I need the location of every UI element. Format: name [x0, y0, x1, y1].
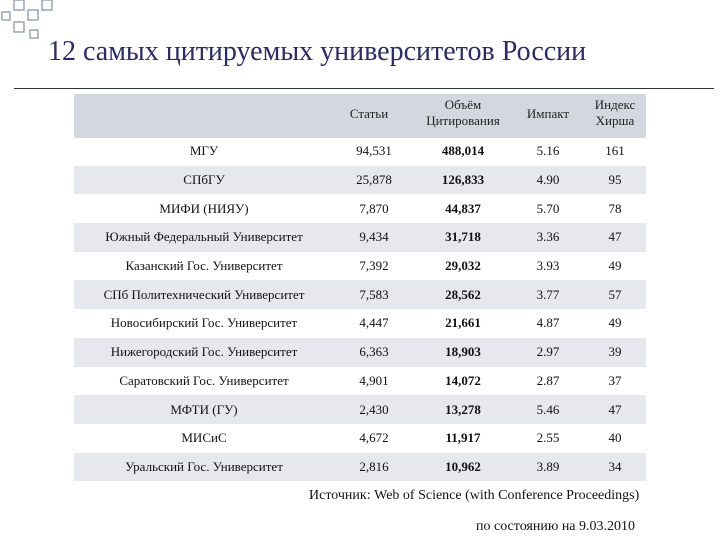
articles-cell: 7,583 — [334, 280, 414, 309]
table-row — [74, 223, 646, 252]
hirsch-index-cell: 47 — [584, 395, 646, 424]
hirsch-index-cell: 47 — [584, 223, 646, 252]
hirsch-index-cell: 49 — [608, 258, 622, 274]
university-name-cell: СПб Политехнический Университет — [74, 280, 334, 309]
citations-cell: 126,833 — [414, 166, 512, 195]
articles-cell: 9,434 — [334, 223, 414, 252]
articles-cell: 94,531 — [356, 143, 392, 159]
university-name-cell: Казанский Гос. Университет — [125, 258, 283, 274]
citations-cell: 18,903 — [414, 338, 512, 367]
hirsch-index-cell: 95 — [584, 166, 646, 195]
table-row — [74, 395, 646, 424]
hirsch-index-cell: 37 — [608, 372, 622, 388]
table-row — [74, 424, 646, 453]
impact-cell: 3.93 — [536, 258, 560, 274]
table-row — [74, 166, 646, 195]
citations-cell: 488,014 — [441, 143, 485, 159]
citations-cell: 10,962 — [414, 453, 512, 482]
university-name-cell: Саратовский Гос. Университет — [119, 372, 289, 388]
university-name-cell: МИСиС — [181, 430, 227, 446]
citations-cell: 11,917 — [445, 430, 481, 446]
articles-cell: 2,430 — [334, 395, 414, 424]
column-header-articles: Статьи — [349, 106, 389, 121]
impact-cell: 4.87 — [536, 315, 560, 331]
source-note: Источник: Web of Science (with Conference Proceedings) — [309, 488, 640, 503]
articles-cell: 25,878 — [334, 166, 414, 195]
table-row — [74, 367, 646, 396]
university-name-cell: Новосибирский Гос. Университет — [110, 315, 298, 331]
impact-cell: 5.46 — [512, 395, 584, 424]
university-name-cell: Уральский Гос. Университет — [74, 453, 334, 482]
citations-cell: 13,278 — [414, 395, 512, 424]
impact-cell: 2.55 — [536, 430, 560, 446]
citations-cell: 21,661 — [445, 315, 481, 331]
impact-cell: 5.70 — [536, 200, 560, 216]
citations-cell: 28,562 — [414, 280, 512, 309]
university-name-cell: МФТИ (ГУ) — [74, 395, 334, 424]
impact-cell: 4.90 — [512, 166, 584, 195]
universities-table — [74, 137, 646, 481]
title-divider — [14, 88, 714, 89]
hirsch-index-cell: 40 — [608, 430, 622, 446]
impact-cell: 3.77 — [512, 280, 584, 309]
impact-cell: 3.36 — [512, 223, 584, 252]
page-title: 12 самых цитируемых университетов России — [48, 36, 587, 67]
articles-cell: 4,901 — [359, 372, 389, 388]
hirsch-index-cell: 161 — [605, 143, 625, 159]
articles-cell: 7,870 — [359, 200, 389, 216]
table-row — [74, 252, 646, 281]
articles-cell: 2,816 — [334, 453, 414, 482]
university-name-cell: Нижегородский Гос. Университет — [74, 338, 334, 367]
citations-cell: 14,072 — [445, 372, 481, 388]
impact-cell: 2.87 — [536, 372, 560, 388]
column-header-hirsch: Индекс Хирша — [594, 97, 636, 128]
hirsch-index-cell: 78 — [608, 200, 622, 216]
articles-cell: 7,392 — [359, 258, 389, 274]
hirsch-index-cell: 34 — [584, 453, 646, 482]
hirsch-index-cell: 39 — [584, 338, 646, 367]
university-name-cell: СПбГУ — [74, 166, 334, 195]
impact-cell: 2.97 — [512, 338, 584, 367]
impact-cell: 5.16 — [536, 143, 560, 159]
university-name-cell: МИФИ (НИЯУ) — [159, 200, 249, 216]
table-row — [74, 194, 646, 223]
articles-cell: 6,363 — [334, 338, 414, 367]
articles-cell: 4,447 — [359, 315, 389, 331]
hirsch-index-cell: 57 — [584, 280, 646, 309]
citations-cell: 31,718 — [414, 223, 512, 252]
university-name-cell: МГУ — [189, 143, 219, 159]
university-name-cell: Южный Федеральный Университет — [74, 223, 334, 252]
table-row — [74, 280, 646, 309]
table-row — [74, 309, 646, 338]
articles-cell: 4,672 — [359, 430, 389, 446]
column-header-impact: Импакт — [526, 106, 570, 121]
impact-cell: 3.89 — [512, 453, 584, 482]
table-row — [74, 137, 646, 166]
hirsch-index-cell: 49 — [608, 315, 622, 331]
table-body — [74, 137, 646, 481]
table-row — [74, 453, 646, 482]
date-note: по состоянию на 9.03.2010 — [476, 519, 636, 534]
citations-cell: 44,837 — [445, 200, 481, 216]
column-header-citations: Объём Цитирования — [426, 97, 500, 128]
table-row — [74, 338, 646, 367]
citations-cell: 29,032 — [445, 258, 481, 274]
